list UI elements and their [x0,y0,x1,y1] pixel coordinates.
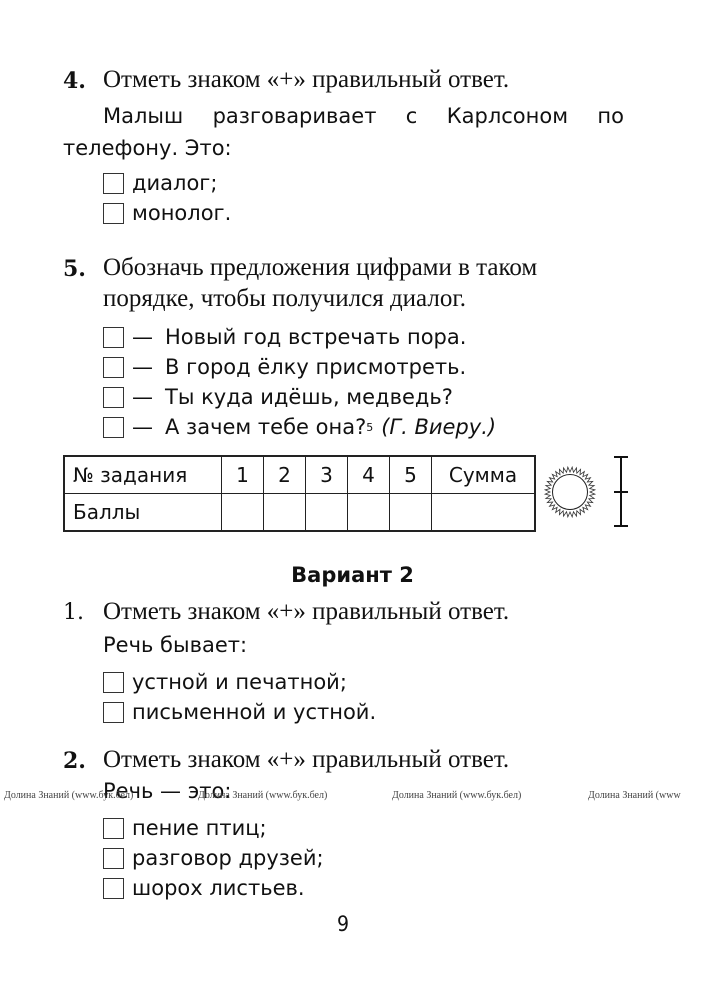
dialog-line[interactable] [103,352,496,382]
watermark: Долина Знаний (www.бук.бел) [4,790,134,801]
watermark: Долина Знаний (www [588,790,681,801]
task-5-instruction-line1: Обозначь предложения цифрами в таком [103,254,538,281]
task-number-header: № задания [64,456,222,494]
answer-checkbox[interactable] [103,848,124,869]
option-label: разговор друзей; [132,846,324,870]
watermark: Долина Знаний (www.бук.бел) [198,790,328,801]
column-header: 5 [390,456,432,494]
order-number-box[interactable] [103,327,124,348]
dash: — [132,385,153,409]
author-credit: (Г. Виеру.) [381,415,497,439]
sum-cell[interactable] [432,494,536,532]
task-number: 5. [63,256,86,282]
option-dialog[interactable] [103,168,231,198]
task-4-text-line1: Малыш разговаривает с Карлсоном по [103,104,624,128]
option-friends-talk[interactable] [103,843,324,873]
option-leaves-rustle[interactable] [103,873,324,903]
v2-task-1-text: Речь бывает: [103,633,248,657]
answer-checkbox[interactable] [103,818,124,839]
option-oral-printed[interactable] [103,667,376,697]
score-table-points-row [64,494,535,532]
order-number-box[interactable] [103,357,124,378]
answer-checkbox[interactable] [103,702,124,723]
grade-scale-icon [614,457,628,526]
column-header: 2 [264,456,306,494]
option-label: монолог. [132,201,232,225]
footnote-marker: 5 [366,420,374,434]
task-4-options [103,168,231,228]
option-label: письменной и устной. [132,700,377,724]
dash: — [132,415,153,439]
dash: — [132,325,153,349]
dialog-line-text: Новый год встречать пора. [165,325,467,349]
score-cell[interactable] [222,494,264,532]
task-number: 1. [63,600,84,625]
score-cell[interactable] [306,494,348,532]
v2-task-1-instruction: Отметь знаком «+» правильный ответ. [103,598,510,625]
watermark: Долина Знаний (www.бук.бел) [392,790,522,801]
dialog-line-text: А зачем тебе она? [165,415,367,439]
option-label: пение птиц; [132,816,267,840]
sum-header: Сумма [432,456,536,494]
column-header: 3 [306,456,348,494]
points-label: Баллы [64,494,222,532]
dialog-line[interactable] [103,382,496,412]
task-5-options [103,322,496,442]
task-5-instruction-line2: порядке, чтобы получился диалог. [103,285,467,312]
page-number: 9 [337,912,350,936]
option-label: устной и печатной; [132,670,347,694]
score-table [63,455,536,532]
option-label: шорох листьев. [132,876,305,900]
v2-task-1 [63,600,84,625]
task-4-instruction: Отметь знаком «+» правильный ответ. [103,66,510,93]
task-4-text-line2: телефону. Это: [63,136,232,160]
answer-checkbox[interactable] [103,878,124,899]
column-header: 4 [348,456,390,494]
v2-task-1-options [103,667,376,727]
v2-task-2-text: Речь — это: [103,779,232,803]
variant-2-title: Вариант 2 [291,563,414,587]
score-cell[interactable] [348,494,390,532]
grade-circle[interactable] [553,475,588,510]
answer-checkbox[interactable] [103,672,124,693]
dialog-line-text: Ты куда идёшь, медведь? [165,385,453,409]
answer-checkbox[interactable] [103,203,124,224]
order-number-box[interactable] [103,387,124,408]
grade-sun-icon [540,455,640,530]
option-label: диалог; [132,171,218,195]
v2-task-2-instruction: Отметь знаком «+» правильный ответ. [103,746,510,773]
task-number: 4. [63,68,86,94]
order-number-box[interactable] [103,417,124,438]
score-table-header-row [64,456,535,494]
task-4 [63,68,86,94]
task-number: 2. [63,748,86,774]
option-monolog[interactable] [103,198,231,228]
score-cell[interactable] [390,494,432,532]
dialog-line-text: В город ёлку присмотреть. [165,355,467,379]
dialog-line[interactable] [103,412,496,442]
column-header: 1 [222,456,264,494]
v2-task-2 [63,748,86,774]
option-birdsong[interactable] [103,813,324,843]
dash: — [132,355,153,379]
task-5 [63,256,86,282]
score-cell[interactable] [264,494,306,532]
v2-task-2-options [103,813,324,903]
answer-checkbox[interactable] [103,173,124,194]
dialog-line[interactable] [103,322,496,352]
option-written-oral[interactable] [103,697,376,727]
